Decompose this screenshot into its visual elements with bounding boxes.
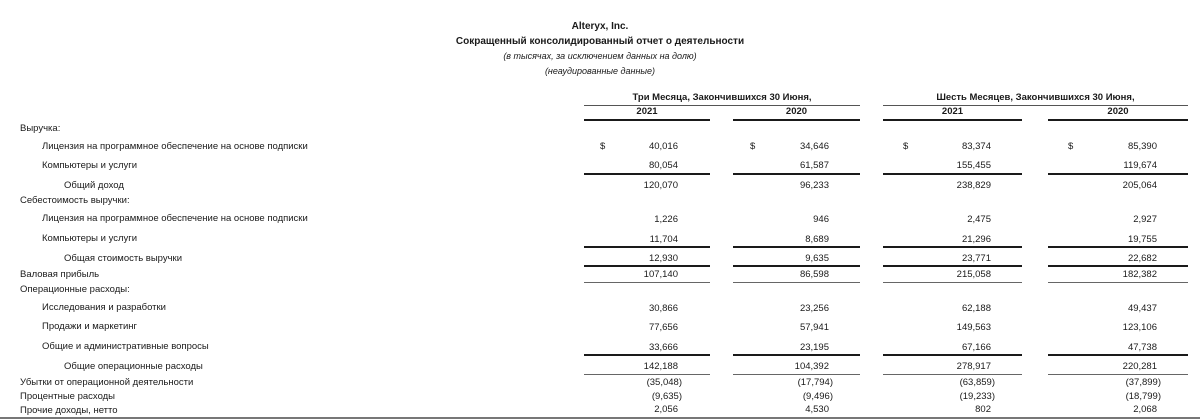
subtotal-rule xyxy=(584,265,710,267)
company-name: Alteryx, Inc. xyxy=(571,21,629,32)
value-cell: 1,226 xyxy=(654,214,678,225)
value-cell: 57,941 xyxy=(799,322,829,333)
value-cell: 107,140 xyxy=(643,269,678,280)
year-header-h-2020: 2020 xyxy=(1048,106,1188,121)
value-cell: 2,068 xyxy=(1133,404,1157,415)
value-cell: 61,587 xyxy=(799,160,829,171)
value-cell: 9,635 xyxy=(805,253,829,264)
value-cell: 67,166 xyxy=(961,342,991,353)
subtotal-rule xyxy=(1048,265,1188,267)
subtotal-rule xyxy=(1048,246,1188,248)
value-cell: 49,437 xyxy=(1127,303,1157,314)
year-header-q-2020: 2020 xyxy=(733,106,860,121)
value-cell: 104,392 xyxy=(794,361,829,372)
value-cell: 2,056 xyxy=(654,404,678,415)
value-cell: 23,256 xyxy=(799,303,829,314)
total-rule xyxy=(733,282,860,283)
value-cell: 123,106 xyxy=(1122,322,1157,333)
value-cell: 77,656 xyxy=(648,322,678,333)
value-cell: 80,054 xyxy=(648,160,678,171)
units-note: (в тысячах, за исключением данных на долю) xyxy=(503,51,697,61)
currency-symbol: $ xyxy=(903,141,909,152)
row-label: Общие и административные вопросы xyxy=(42,341,209,352)
value-cell: (35,048) xyxy=(646,377,682,388)
value-cell: 19,755 xyxy=(1127,234,1157,245)
subtotal-rule xyxy=(584,173,710,175)
year-header-q-2021: 2021 xyxy=(584,106,710,121)
row-label: Исследования и разработки xyxy=(42,302,166,313)
value-cell: 33,666 xyxy=(648,342,678,353)
subtotal-rule xyxy=(883,265,1022,267)
value-cell: (17,794) xyxy=(797,377,833,388)
section-label-cost-of-revenue: Себестоимость выручки: xyxy=(20,195,130,206)
value-cell: (63,859) xyxy=(959,377,995,388)
value-cell: 40,016 xyxy=(648,141,678,152)
value-cell: 120,070 xyxy=(643,180,678,191)
value-cell: (18,799) xyxy=(1125,391,1161,402)
subtotal-rule xyxy=(1048,354,1188,356)
value-cell: 8,689 xyxy=(805,234,829,245)
row-label: Лицензия на программное обеспечение на основе подписки xyxy=(42,213,308,224)
value-cell: (9,635) xyxy=(651,391,682,402)
value-cell: 23,195 xyxy=(799,342,829,353)
row-label: Компьютеры и услуги xyxy=(42,160,138,171)
bottom-border xyxy=(0,417,1200,419)
total-rule xyxy=(584,282,710,283)
audit-note: (неаудированные данные) xyxy=(544,66,656,76)
total-rule xyxy=(584,374,710,375)
three-months-header: Три Месяца, Закончившихся 30 Июня, xyxy=(584,92,860,106)
year-header-h-2021: 2021 xyxy=(883,106,1022,121)
row-label: Лицензия на программное обеспечение на основе подписки xyxy=(42,141,308,152)
value-cell: (9,496) xyxy=(802,391,833,402)
value-cell: 119,674 xyxy=(1123,160,1157,171)
currency-symbol: $ xyxy=(750,141,756,152)
value-cell: 182,382 xyxy=(1122,269,1157,280)
total-rule xyxy=(733,374,860,375)
value-cell: 12,930 xyxy=(648,253,678,264)
six-months-header: Шесть Месяцев, Закончившихся 30 Июня, xyxy=(883,92,1188,106)
row-label: Продажи и маркетинг xyxy=(42,321,137,332)
value-cell: 21,296 xyxy=(961,234,991,245)
value-cell: 83,374 xyxy=(961,141,991,152)
subtotal-rule xyxy=(733,265,860,267)
value-cell: 220,281 xyxy=(1122,361,1157,372)
total-rule xyxy=(883,282,1022,283)
row-label: Прочие доходы, нетто xyxy=(20,405,118,416)
subtotal-rule xyxy=(1048,173,1188,175)
value-cell: 238,829 xyxy=(956,180,991,191)
value-cell: 96,233 xyxy=(799,180,829,191)
row-label: Процентные расходы xyxy=(20,391,116,402)
row-label: Общие операционные расходы xyxy=(64,361,203,372)
value-cell: 86,598 xyxy=(799,269,829,280)
value-cell: 85,390 xyxy=(1127,141,1157,152)
value-cell: 2,927 xyxy=(1133,214,1157,225)
value-cell: 4,530 xyxy=(805,404,829,415)
subtotal-rule xyxy=(584,246,710,248)
value-cell: 278,917 xyxy=(956,361,991,372)
row-label: Валовая прибыль xyxy=(20,269,100,280)
value-cell: (19,233) xyxy=(959,391,995,402)
value-cell: 23,771 xyxy=(961,253,991,264)
value-cell: (37,899) xyxy=(1125,377,1161,388)
value-cell: 215,058 xyxy=(956,269,991,280)
value-cell: 62,188 xyxy=(961,303,991,314)
section-label-operating-expenses: Операционные расходы: xyxy=(20,284,130,295)
value-cell: 149,563 xyxy=(956,322,991,333)
value-cell: 47,738 xyxy=(1127,342,1157,353)
subtotal-rule xyxy=(733,246,860,248)
row-label: Компьютеры и услуги xyxy=(42,233,138,244)
subtotal-rule xyxy=(584,354,710,356)
value-cell: 34,646 xyxy=(799,141,829,152)
value-cell: 142,188 xyxy=(643,361,678,372)
value-cell: 946 xyxy=(813,214,829,225)
currency-symbol: $ xyxy=(1068,141,1074,152)
value-cell: 30,866 xyxy=(648,303,678,314)
value-cell: 2,475 xyxy=(967,214,991,225)
row-label: Общий доход xyxy=(64,180,124,191)
total-rule xyxy=(883,374,1022,375)
section-label-revenue: Выручка: xyxy=(20,123,61,134)
subtotal-rule xyxy=(883,354,1022,356)
subtotal-rule xyxy=(733,173,860,175)
value-cell: 205,064 xyxy=(1122,180,1157,191)
value-cell: 11,704 xyxy=(649,234,678,245)
row-label: Убытки от операционной деятельности xyxy=(20,377,194,388)
subtotal-rule xyxy=(883,173,1022,175)
value-cell: 22,682 xyxy=(1127,253,1157,264)
report-title: Сокращенный консолидированный отчет о деятельности xyxy=(455,36,745,47)
subtotal-rule xyxy=(883,246,1022,248)
subtotal-rule xyxy=(733,354,860,356)
row-label: Общая стоимость выручки xyxy=(64,253,183,264)
currency-symbol: $ xyxy=(600,141,606,152)
value-cell: 802 xyxy=(975,404,991,415)
value-cell: 155,455 xyxy=(956,160,991,171)
total-rule xyxy=(1048,374,1188,375)
total-rule xyxy=(1048,282,1188,283)
